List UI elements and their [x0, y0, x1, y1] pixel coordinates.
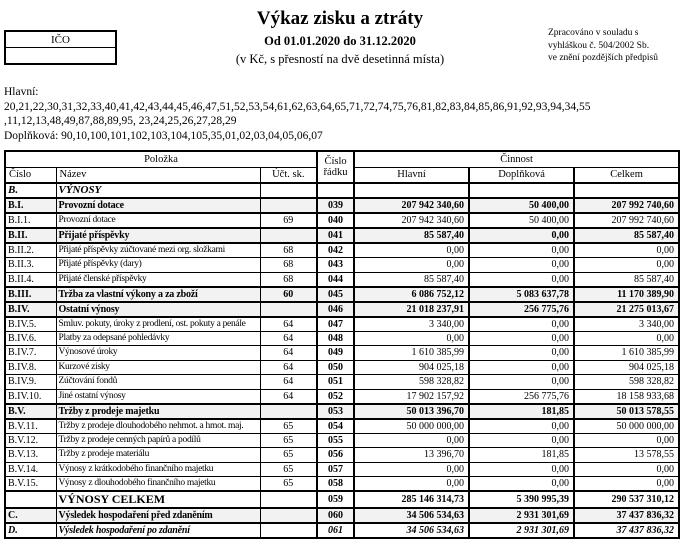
accounts-secondary-line: Doplňková: 90,10,100,101,102,103,104,105,35,01,02,03,04,05,06,07 — [4, 129, 323, 142]
row-total-cell: 207 992 740,60 — [574, 213, 679, 228]
report-table-body — [5, 183, 679, 538]
column-group-polozka: Položka — [5, 151, 317, 167]
regulation-notice-line: vyhláškou č. 504/2002 Sb. — [548, 40, 650, 51]
row-name-cell: Přijaté příspěvky (dary) — [56, 258, 260, 273]
row-total-cell: 3 340,00 — [574, 317, 679, 332]
row-account-group-cell: 64 — [260, 331, 317, 346]
row-main-activity-cell: 0,00 — [354, 331, 469, 346]
row-name-cell: Kurzové zisky — [56, 360, 260, 375]
row-code-cell: B.V.13. — [5, 448, 56, 463]
row-line-number-cell: 040 — [317, 213, 354, 228]
row-total-cell — [574, 183, 679, 198]
row-main-activity-cell: 3 340,00 — [354, 317, 469, 332]
row-line-number-cell: 060 — [317, 508, 354, 523]
row-name-cell: Výnosové úroky — [56, 346, 260, 361]
table-row — [5, 523, 679, 538]
row-code-cell: B.IV.6. — [5, 331, 56, 346]
row-name-cell: Smluv. pokuty, úroky z prodlení, ost. pokuty a penále — [56, 317, 260, 332]
row-secondary-activity-cell: 5 390 995,39 — [469, 491, 574, 508]
row-main-activity-cell: 285 146 314,73 — [354, 491, 469, 508]
table-row — [5, 491, 679, 508]
row-account-group-cell: 64 — [260, 360, 317, 375]
row-code-cell: B.I.1. — [5, 213, 56, 228]
row-main-activity-cell: 13 396,70 — [354, 448, 469, 463]
row-main-activity-cell: 34 506 534,63 — [354, 523, 469, 538]
row-account-group-cell: 68 — [260, 258, 317, 273]
row-line-number-cell: 051 — [317, 375, 354, 390]
row-secondary-activity-cell: 256 775,76 — [469, 302, 574, 317]
row-secondary-activity-cell: 50 400,00 — [469, 198, 574, 213]
row-name-cell: Přijaté příspěvky — [56, 228, 260, 243]
row-secondary-activity-cell: 0,00 — [469, 360, 574, 375]
row-main-activity-cell: 1 610 385,99 — [354, 346, 469, 361]
row-account-group-cell: 65 — [260, 433, 317, 448]
row-account-group-cell — [260, 508, 317, 523]
table-row — [5, 213, 679, 228]
row-line-number-cell: 053 — [317, 404, 354, 419]
row-total-cell: 0,00 — [574, 477, 679, 492]
row-secondary-activity-cell: 0,00 — [469, 317, 574, 332]
row-account-group-cell — [260, 404, 317, 419]
table-header-row-groups — [5, 151, 679, 167]
row-name-cell: Tržby z prodeje majetku — [56, 404, 260, 419]
row-code-cell: B.V.11. — [5, 419, 56, 434]
row-name-cell: Tržby z prodeje cenných papírů a podílů — [56, 433, 260, 448]
row-total-cell: 290 537 310,12 — [574, 491, 679, 508]
row-line-number-cell: 057 — [317, 462, 354, 477]
row-line-number-cell: 041 — [317, 228, 354, 243]
row-name-cell: Tržba za vlastní výkony a za zboží — [56, 287, 260, 302]
table-row — [5, 462, 679, 477]
row-name-cell: VÝNOSY — [56, 183, 260, 198]
table-row — [5, 183, 679, 198]
account-groups-block — [4, 85, 678, 143]
row-name-cell: Výsledek hospodaření před zdaněním — [56, 508, 260, 523]
table-row — [5, 375, 679, 390]
row-total-cell: 0,00 — [574, 258, 679, 273]
row-name-cell: Tržby z prodeje dlouhodobého nehmot. a hmot. maj. — [56, 419, 260, 434]
row-line-number-cell: 058 — [317, 477, 354, 492]
row-secondary-activity-cell: 181,85 — [469, 448, 574, 463]
column-group-cinnost: Činnost — [354, 151, 679, 167]
row-code-cell: B.IV. — [5, 302, 56, 317]
row-code-cell: B.V.15. — [5, 477, 56, 492]
row-line-number-cell: 054 — [317, 419, 354, 434]
row-code-cell: B.IV.5. — [5, 317, 56, 332]
table-row — [5, 346, 679, 361]
row-account-group-cell: 64 — [260, 375, 317, 390]
column-header-cislo-radku: Číslo řádku — [317, 151, 354, 183]
row-name-cell: Provozní dotace — [56, 213, 260, 228]
row-line-number-cell: 055 — [317, 433, 354, 448]
table-row — [5, 243, 679, 258]
profit-loss-table — [4, 150, 680, 539]
row-line-number-cell: 039 — [317, 198, 354, 213]
row-code-cell: B.II.4. — [5, 272, 56, 287]
row-code-cell: B. — [5, 183, 56, 198]
table-row — [5, 228, 679, 243]
row-secondary-activity-cell: 181,85 — [469, 404, 574, 419]
table-row — [5, 448, 679, 463]
row-total-cell: 0,00 — [574, 433, 679, 448]
row-account-group-cell — [260, 183, 317, 198]
row-code-cell: B.IV.10. — [5, 389, 56, 404]
row-account-group-cell — [260, 523, 317, 538]
report-period: Od 01.01.2020 do 31.12.2020 — [264, 34, 416, 48]
row-line-number-cell: 047 — [317, 317, 354, 332]
row-line-number-cell: 050 — [317, 360, 354, 375]
row-main-activity-cell: 0,00 — [354, 258, 469, 273]
row-secondary-activity-cell: 0,00 — [469, 272, 574, 287]
row-secondary-activity-cell: 5 083 637,78 — [469, 287, 574, 302]
row-main-activity-cell: 598 328,82 — [354, 375, 469, 390]
row-line-number-cell: 052 — [317, 389, 354, 404]
row-account-group-cell — [260, 228, 317, 243]
row-main-activity-cell: 0,00 — [354, 477, 469, 492]
row-account-group-cell: 60 — [260, 287, 317, 302]
row-main-activity-cell: 50 000 000,00 — [354, 419, 469, 434]
row-name-cell: Provozní dotace — [56, 198, 260, 213]
row-total-cell: 13 578,55 — [574, 448, 679, 463]
row-code-cell: B.II.3. — [5, 258, 56, 273]
row-total-cell: 85 587,40 — [574, 228, 679, 243]
row-total-cell: 50 013 578,55 — [574, 404, 679, 419]
row-total-cell: 0,00 — [574, 462, 679, 477]
row-account-group-cell: 65 — [260, 448, 317, 463]
table-row — [5, 331, 679, 346]
row-main-activity-cell: 17 902 157,92 — [354, 389, 469, 404]
column-header-doplnkova: Doplňková — [469, 167, 574, 183]
row-main-activity-cell: 207 942 340,60 — [354, 213, 469, 228]
row-account-group-cell: 65 — [260, 462, 317, 477]
row-account-group-cell: 64 — [260, 346, 317, 361]
table-row — [5, 198, 679, 213]
row-line-number-cell: 044 — [317, 272, 354, 287]
row-main-activity-cell: 0,00 — [354, 243, 469, 258]
accounts-main-line1: 20,21,22,30,31,32,33,40,41,42,43,44,45,46,47,51,52,53,54,61,62,63,64,65,71,72,74,75,76,81,82,83,84,85,86,91,92,93,94,34,55 — [4, 100, 591, 113]
row-secondary-activity-cell: 2 931 301,69 — [469, 523, 574, 538]
row-line-number-cell: 049 — [317, 346, 354, 361]
row-secondary-activity-cell: 50 400,00 — [469, 213, 574, 228]
table-row — [5, 389, 679, 404]
table-header — [5, 151, 679, 183]
row-code-cell: B.II. — [5, 228, 56, 243]
row-main-activity-cell: 34 506 534,63 — [354, 508, 469, 523]
row-total-cell: 37 437 836,32 — [574, 508, 679, 523]
row-code-cell: B.IV.7. — [5, 346, 56, 361]
table-row — [5, 419, 679, 434]
table-row — [5, 508, 679, 523]
row-line-number-cell: 043 — [317, 258, 354, 273]
table-row — [5, 287, 679, 302]
row-name-cell: Výsledek hospodaření po zdanění — [56, 523, 260, 538]
row-total-cell: 37 437 836,32 — [574, 523, 679, 538]
row-total-cell: 85 587,40 — [574, 272, 679, 287]
row-account-group-cell — [260, 302, 317, 317]
table-row — [5, 302, 679, 317]
row-code-cell: D. — [5, 523, 56, 538]
table-row — [5, 477, 679, 492]
row-main-activity-cell: 85 587,40 — [354, 272, 469, 287]
row-code-cell: B.III. — [5, 287, 56, 302]
row-name-cell: Platby za odepsané pohledávky — [56, 331, 260, 346]
row-name-cell: Ostatní výnosy — [56, 302, 260, 317]
row-line-number-cell: 046 — [317, 302, 354, 317]
ico-label: IČO — [6, 32, 115, 48]
row-total-cell: 50 000 000,00 — [574, 419, 679, 434]
row-account-group-cell: 64 — [260, 317, 317, 332]
row-name-cell: Tržby z prodeje materiálu — [56, 448, 260, 463]
column-header-hlavni: Hlavní — [354, 167, 469, 183]
row-code-cell: B.V.14. — [5, 462, 56, 477]
row-line-number-cell: 042 — [317, 243, 354, 258]
row-main-activity-cell: 85 587,40 — [354, 228, 469, 243]
row-account-group-cell: 65 — [260, 419, 317, 434]
row-code-cell — [5, 491, 56, 508]
row-secondary-activity-cell: 0,00 — [469, 419, 574, 434]
row-secondary-activity-cell — [469, 183, 574, 198]
row-main-activity-cell: 207 942 340,60 — [354, 198, 469, 213]
row-total-cell: 21 275 013,67 — [574, 302, 679, 317]
row-total-cell: 207 992 740,60 — [574, 198, 679, 213]
row-secondary-activity-cell: 0,00 — [469, 258, 574, 273]
regulation-notice-line: ve znění pozdějších předpisů — [548, 53, 659, 63]
row-secondary-activity-cell: 0,00 — [469, 462, 574, 477]
precision-note: (v Kč, s přesností na dvě desetinná místa) — [235, 52, 445, 66]
row-total-cell: 0,00 — [574, 243, 679, 258]
table-row — [5, 404, 679, 419]
row-main-activity-cell: 0,00 — [354, 433, 469, 448]
row-line-number-cell: 045 — [317, 287, 354, 302]
row-line-number-cell: 061 — [317, 523, 354, 538]
row-account-group-cell: 64 — [260, 389, 317, 404]
row-line-number-cell: 059 — [317, 491, 354, 508]
row-account-group-cell — [260, 198, 317, 213]
row-account-group-cell: 65 — [260, 477, 317, 492]
row-name-cell: Přijaté členské příspěvky — [56, 272, 260, 287]
row-main-activity-cell: 0,00 — [354, 462, 469, 477]
row-secondary-activity-cell: 0,00 — [469, 228, 574, 243]
row-code-cell: B.IV.9. — [5, 375, 56, 390]
row-account-group-cell — [260, 491, 317, 508]
column-header-nazev: Název — [56, 167, 260, 183]
row-line-number-cell: 056 — [317, 448, 354, 463]
row-name-cell: Přijaté příspěvky zúčtované mezi org. složkami — [56, 243, 260, 258]
row-code-cell: B.IV.8. — [5, 360, 56, 375]
row-account-group-cell: 68 — [260, 243, 317, 258]
row-code-cell: C. — [5, 508, 56, 523]
accounts-main-line2: ,11,12,13,48,49,87,88,89,95, 23,24,25,26,27,28,29 — [4, 115, 237, 127]
row-main-activity-cell: 50 013 396,70 — [354, 404, 469, 419]
row-code-cell: B.II.2. — [5, 243, 56, 258]
row-secondary-activity-cell: 2 931 301,69 — [469, 508, 574, 523]
row-secondary-activity-cell: 0,00 — [469, 477, 574, 492]
row-secondary-activity-cell: 0,00 — [469, 375, 574, 390]
regulation-notice — [548, 27, 678, 65]
table-row — [5, 272, 679, 287]
row-account-group-cell: 68 — [260, 272, 317, 287]
row-total-cell: 18 158 933,68 — [574, 389, 679, 404]
table-row — [5, 317, 679, 332]
row-secondary-activity-cell: 256 775,76 — [469, 389, 574, 404]
page-title: Výkaz zisku a ztráty — [256, 8, 424, 29]
row-line-number-cell: 048 — [317, 331, 354, 346]
row-total-cell: 598 328,82 — [574, 375, 679, 390]
column-header-cislo: Číslo — [5, 167, 56, 183]
row-main-activity-cell — [354, 183, 469, 198]
table-row — [5, 360, 679, 375]
row-name-cell: Zúčtování fondů — [56, 375, 260, 390]
row-secondary-activity-cell: 0,00 — [469, 243, 574, 258]
row-main-activity-cell: 21 018 237,91 — [354, 302, 469, 317]
regulation-notice-line: Zpracováno v souladu s — [548, 28, 639, 38]
column-header-uct-sk: Účt. sk. — [260, 167, 317, 183]
column-header-celkem: Celkem — [574, 167, 679, 183]
row-name-cell: Jiné ostatní výnosy — [56, 389, 260, 404]
row-name-cell: Výnosy z krátkodobého finančního majetku — [56, 462, 260, 477]
table-row — [5, 433, 679, 448]
row-name-cell: Výnosy z dlouhodobého finančního majetku — [56, 477, 260, 492]
row-secondary-activity-cell: 0,00 — [469, 346, 574, 361]
row-code-cell: B.V. — [5, 404, 56, 419]
row-total-cell: 11 170 389,90 — [574, 287, 679, 302]
accounts-main-label: Hlavní: — [4, 86, 39, 98]
row-code-cell: B.I. — [5, 198, 56, 213]
row-main-activity-cell: 6 086 752,12 — [354, 287, 469, 302]
row-account-group-cell: 69 — [260, 213, 317, 228]
row-name-cell: VÝNOSY CELKEM — [56, 491, 260, 508]
table-row — [5, 258, 679, 273]
row-main-activity-cell: 904 025,18 — [354, 360, 469, 375]
row-line-number-cell — [317, 183, 354, 198]
row-total-cell: 0,00 — [574, 331, 679, 346]
row-total-cell: 1 610 385,99 — [574, 346, 679, 361]
row-total-cell: 904 025,18 — [574, 360, 679, 375]
row-secondary-activity-cell: 0,00 — [469, 331, 574, 346]
row-secondary-activity-cell: 0,00 — [469, 433, 574, 448]
row-code-cell: B.V.12. — [5, 433, 56, 448]
